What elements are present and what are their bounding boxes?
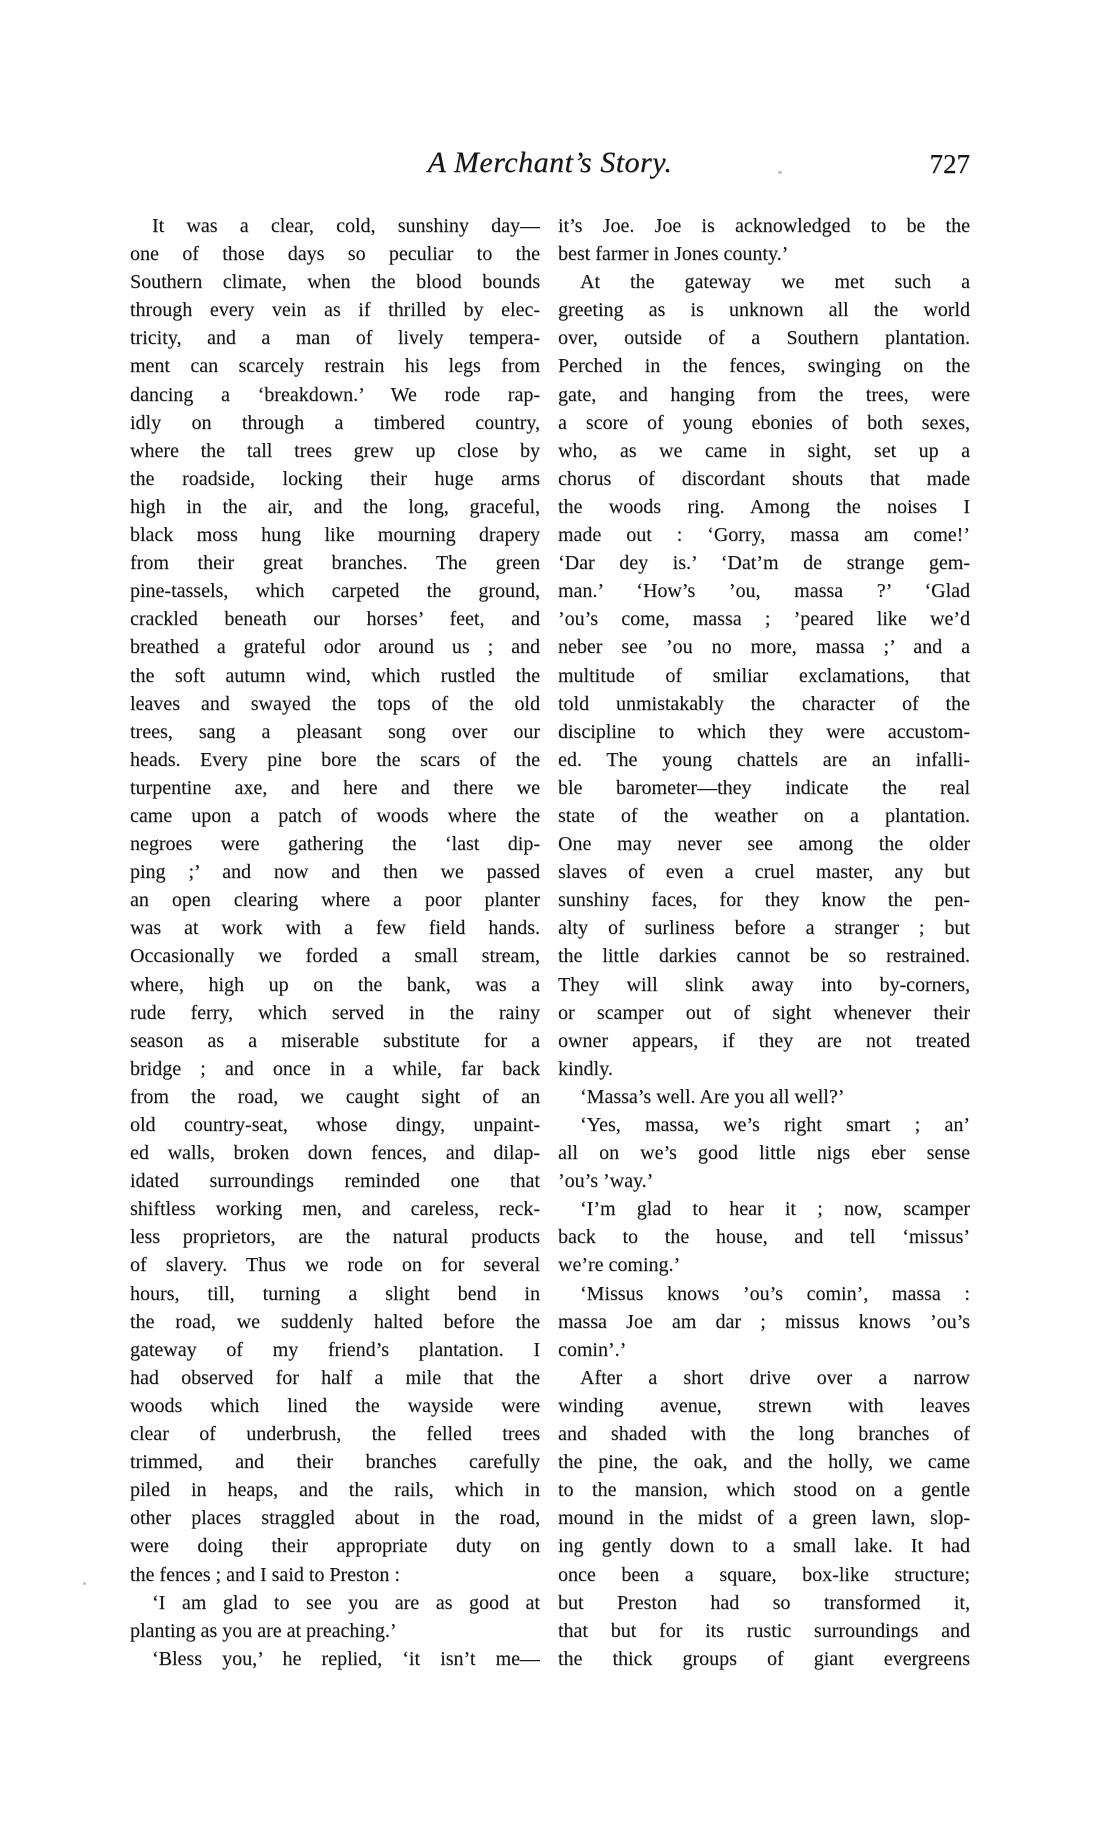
text-line: ment can scarcely restrain his legs from: [130, 355, 540, 378]
text-line: dancing a ‘breakdown.’ We rode rap-: [130, 383, 540, 406]
text-line: trees, sang a pleasant song over our: [130, 720, 540, 743]
text-line: one of those days so peculiar to the: [130, 243, 540, 266]
text-line: the thick groups of giant evergreens: [558, 1647, 970, 1670]
text-line: ping ;’ and now and then we passed: [130, 861, 540, 884]
text-line: back to the house, and tell ‘missus’: [558, 1226, 970, 1249]
text-line: all on we’s good little nigs eber sense: [558, 1142, 970, 1165]
text-line: gateway of my friend’s plantation. I: [130, 1338, 540, 1361]
text-line: gate, and hanging from the trees, were: [558, 383, 970, 406]
text-line: ble barometer—they indicate the real: [558, 776, 970, 799]
text-line: mound in the midst of a green lawn, slop-: [558, 1507, 970, 1530]
text-line: breathed a grateful odor around us ; and: [130, 636, 540, 659]
text-line: but Preston had so transformed it,: [558, 1591, 970, 1614]
text-line: ed. The young chattels are an infalli-: [558, 748, 970, 771]
text-line: idated surroundings reminded one that: [130, 1170, 540, 1193]
text-line: made out : ‘Gorry, massa am come!’: [558, 524, 970, 547]
text-line: multitude of smiliar exclamations, that: [558, 664, 970, 687]
text-line: clear of underbrush, the felled trees: [130, 1423, 540, 1446]
text-line: man.’ ‘How’s ’ou, massa ?’ ‘Glad: [558, 580, 970, 603]
text-line: alty of surliness before a stranger ; but: [558, 917, 970, 940]
text-line: Perched in the fences, swinging on the: [558, 355, 970, 378]
text-line: kindly.: [558, 1057, 613, 1080]
text-line: less proprietors, are the natural products: [130, 1226, 540, 1249]
text-line: told unmistakably the character of the: [558, 692, 970, 715]
text-line: from the road, we caught sight of an: [130, 1085, 540, 1108]
text-line: greeting as is unknown all the world: [558, 299, 970, 322]
text-line: it’s Joe. Joe is acknowledged to be the: [558, 215, 970, 237]
text-line: ‘I am glad to see you are as good at: [152, 1591, 540, 1614]
text-line: planting as you are at preaching.’: [130, 1619, 397, 1642]
text-line: the road, we suddenly halted before the: [130, 1310, 540, 1333]
text-line: rude ferry, which served in the rainy: [130, 1001, 540, 1024]
text-line: to the mansion, which stood on a gentle: [558, 1479, 970, 1502]
text-line: piled in heaps, and the rails, which in: [130, 1479, 540, 1502]
text-line: who, as we came in sight, set up a: [558, 439, 970, 462]
text-line: the roadside, locking their huge arms: [130, 467, 540, 490]
text-line: crackled beneath our horses’ feet, and: [130, 608, 540, 631]
text-line: After a short drive over a narrow: [580, 1366, 970, 1389]
text-line: ‘Bless you,’ he replied, ‘it isn’t me—: [152, 1647, 540, 1670]
text-line: idly on through a timbered country,: [130, 411, 540, 434]
text-line: Southern climate, when the blood bounds: [130, 271, 540, 294]
text-line: Occasionally we forded a small stream,: [130, 945, 540, 968]
text-line: from their great branches. The green: [130, 552, 540, 575]
text-line: of slavery. Thus we rode on for several: [130, 1254, 540, 1277]
text-line: ing gently down to a small lake. It had: [558, 1535, 970, 1558]
text-line: heads. Every pine bore the scars of the: [130, 748, 540, 771]
text-line: where the tall trees grew up close by: [130, 439, 540, 462]
text-line: ‘I’m glad to hear it ; now, scamper: [580, 1198, 970, 1221]
text-line: black moss hung like mourning drapery: [130, 524, 540, 547]
text-line: ed walls, broken down fences, and dilap-: [130, 1142, 540, 1165]
text-line: ‘Yes, massa, we’s right smart ; an’: [580, 1114, 970, 1136]
text-line: turpentine axe, and here and there we: [130, 776, 540, 799]
text-line: or scamper out of sight whenever their: [558, 1001, 970, 1024]
text-line: through every vein as if thrilled by elec-: [130, 299, 540, 322]
text-line: bridge ; and once in a while, far back: [130, 1057, 540, 1080]
scan-speckle: [778, 171, 782, 174]
text-line: woods which lined the wayside were: [130, 1394, 540, 1417]
right-column: [558, 212, 970, 1673]
text-line: discipline to which they were accustom-: [558, 720, 970, 743]
text-line: the fences ; and I said to Preston :: [130, 1563, 400, 1586]
text-line: ’ou’s come, massa ; ’peared like we’d: [558, 608, 970, 631]
text-line: slaves of even a cruel master, any but: [558, 861, 970, 884]
text-line: season as a miserable substitute for a: [130, 1029, 540, 1052]
text-line: the pine, the oak, and the holly, we came: [558, 1451, 970, 1474]
page-number: 727: [929, 149, 970, 179]
text-line: a score of young ebonies of both sexes,: [558, 411, 970, 434]
text-line: over, outside of a Southern plantation.: [558, 327, 970, 350]
text-line: were doing their appropriate duty on: [130, 1535, 540, 1558]
text-line: ‘Dar dey is.’ ‘Dat’m de strange gem-: [558, 552, 970, 575]
text-line: ‘Missus knows ’ou’s comin’, massa :: [580, 1282, 970, 1305]
text-line: where, high up on the bank, was a: [130, 973, 540, 996]
text-line: negroes were gathering the ‘last dip-: [130, 833, 540, 856]
text-line: winding avenue, strewn with leaves: [558, 1394, 970, 1417]
text-line: neber see ’ou no more, massa ;’ and a: [558, 636, 970, 659]
text-line: other places straggled about in the road,: [130, 1507, 540, 1530]
text-line: was at work with a few field hands.: [130, 917, 540, 940]
text-line: we’re coming.’: [558, 1254, 681, 1277]
text-line: came upon a patch of woods where the: [130, 804, 540, 827]
text-line: chorus of discordant shouts that made: [558, 467, 970, 490]
text-line: high in the air, and the long, graceful,: [130, 495, 540, 518]
text-line: At the gateway we met such a: [580, 271, 970, 294]
running-head: [130, 143, 970, 187]
text-line: state of the weather on a plantation.: [558, 804, 970, 827]
text-line: old country-seat, whose dingy, unpaint-: [130, 1114, 540, 1136]
text-line: an open clearing where a poor planter: [130, 889, 540, 912]
text-line: It was a clear, cold, sunshiny day—: [152, 215, 540, 237]
text-line: the soft autumn wind, which rustled the: [130, 664, 540, 687]
text-line: best farmer in Jones county.’: [558, 243, 789, 266]
text-line: the woods ring. Among the noises I: [558, 495, 970, 518]
text-line: trimmed, and their branches carefully: [130, 1451, 540, 1474]
text-line: and shaded with the long branches of: [558, 1423, 970, 1446]
text-line: shiftless working men, and careless, reck-: [130, 1198, 540, 1221]
text-line: that but for its rustic surroundings and: [558, 1619, 970, 1642]
text-line: hours, till, turning a slight bend in: [130, 1282, 540, 1305]
scan-speckle: [83, 1582, 86, 1585]
text-line: once been a square, box-like structure;: [558, 1563, 970, 1586]
text-line: leaves and swayed the tops of the old: [130, 692, 540, 715]
text-line: the little darkies cannot be so restrained.: [558, 945, 970, 968]
text-line: They will slink away into by-corners,: [558, 973, 970, 996]
left-column: [130, 212, 540, 1673]
text-line: comin’.’: [558, 1338, 627, 1361]
page-title: A Merchant’s Story.: [427, 146, 673, 179]
text-line: had observed for half a mile that the: [130, 1366, 540, 1389]
text-line: One may never see among the older: [558, 833, 970, 856]
text-line: owner appears, if they are not treated: [558, 1029, 970, 1052]
text-line: tricity, and a man of lively tempera-: [130, 327, 540, 350]
text-line: sunshiny faces, for they know the pen-: [558, 889, 970, 912]
text-line: ‘Massa’s well. Are you all well?’: [580, 1085, 845, 1108]
text-line: ’ou’s ’way.’: [558, 1170, 654, 1193]
text-line: pine-tassels, which carpeted the ground,: [130, 580, 540, 603]
text-line: massa Joe am dar ; missus knows ’ou’s: [558, 1310, 970, 1333]
